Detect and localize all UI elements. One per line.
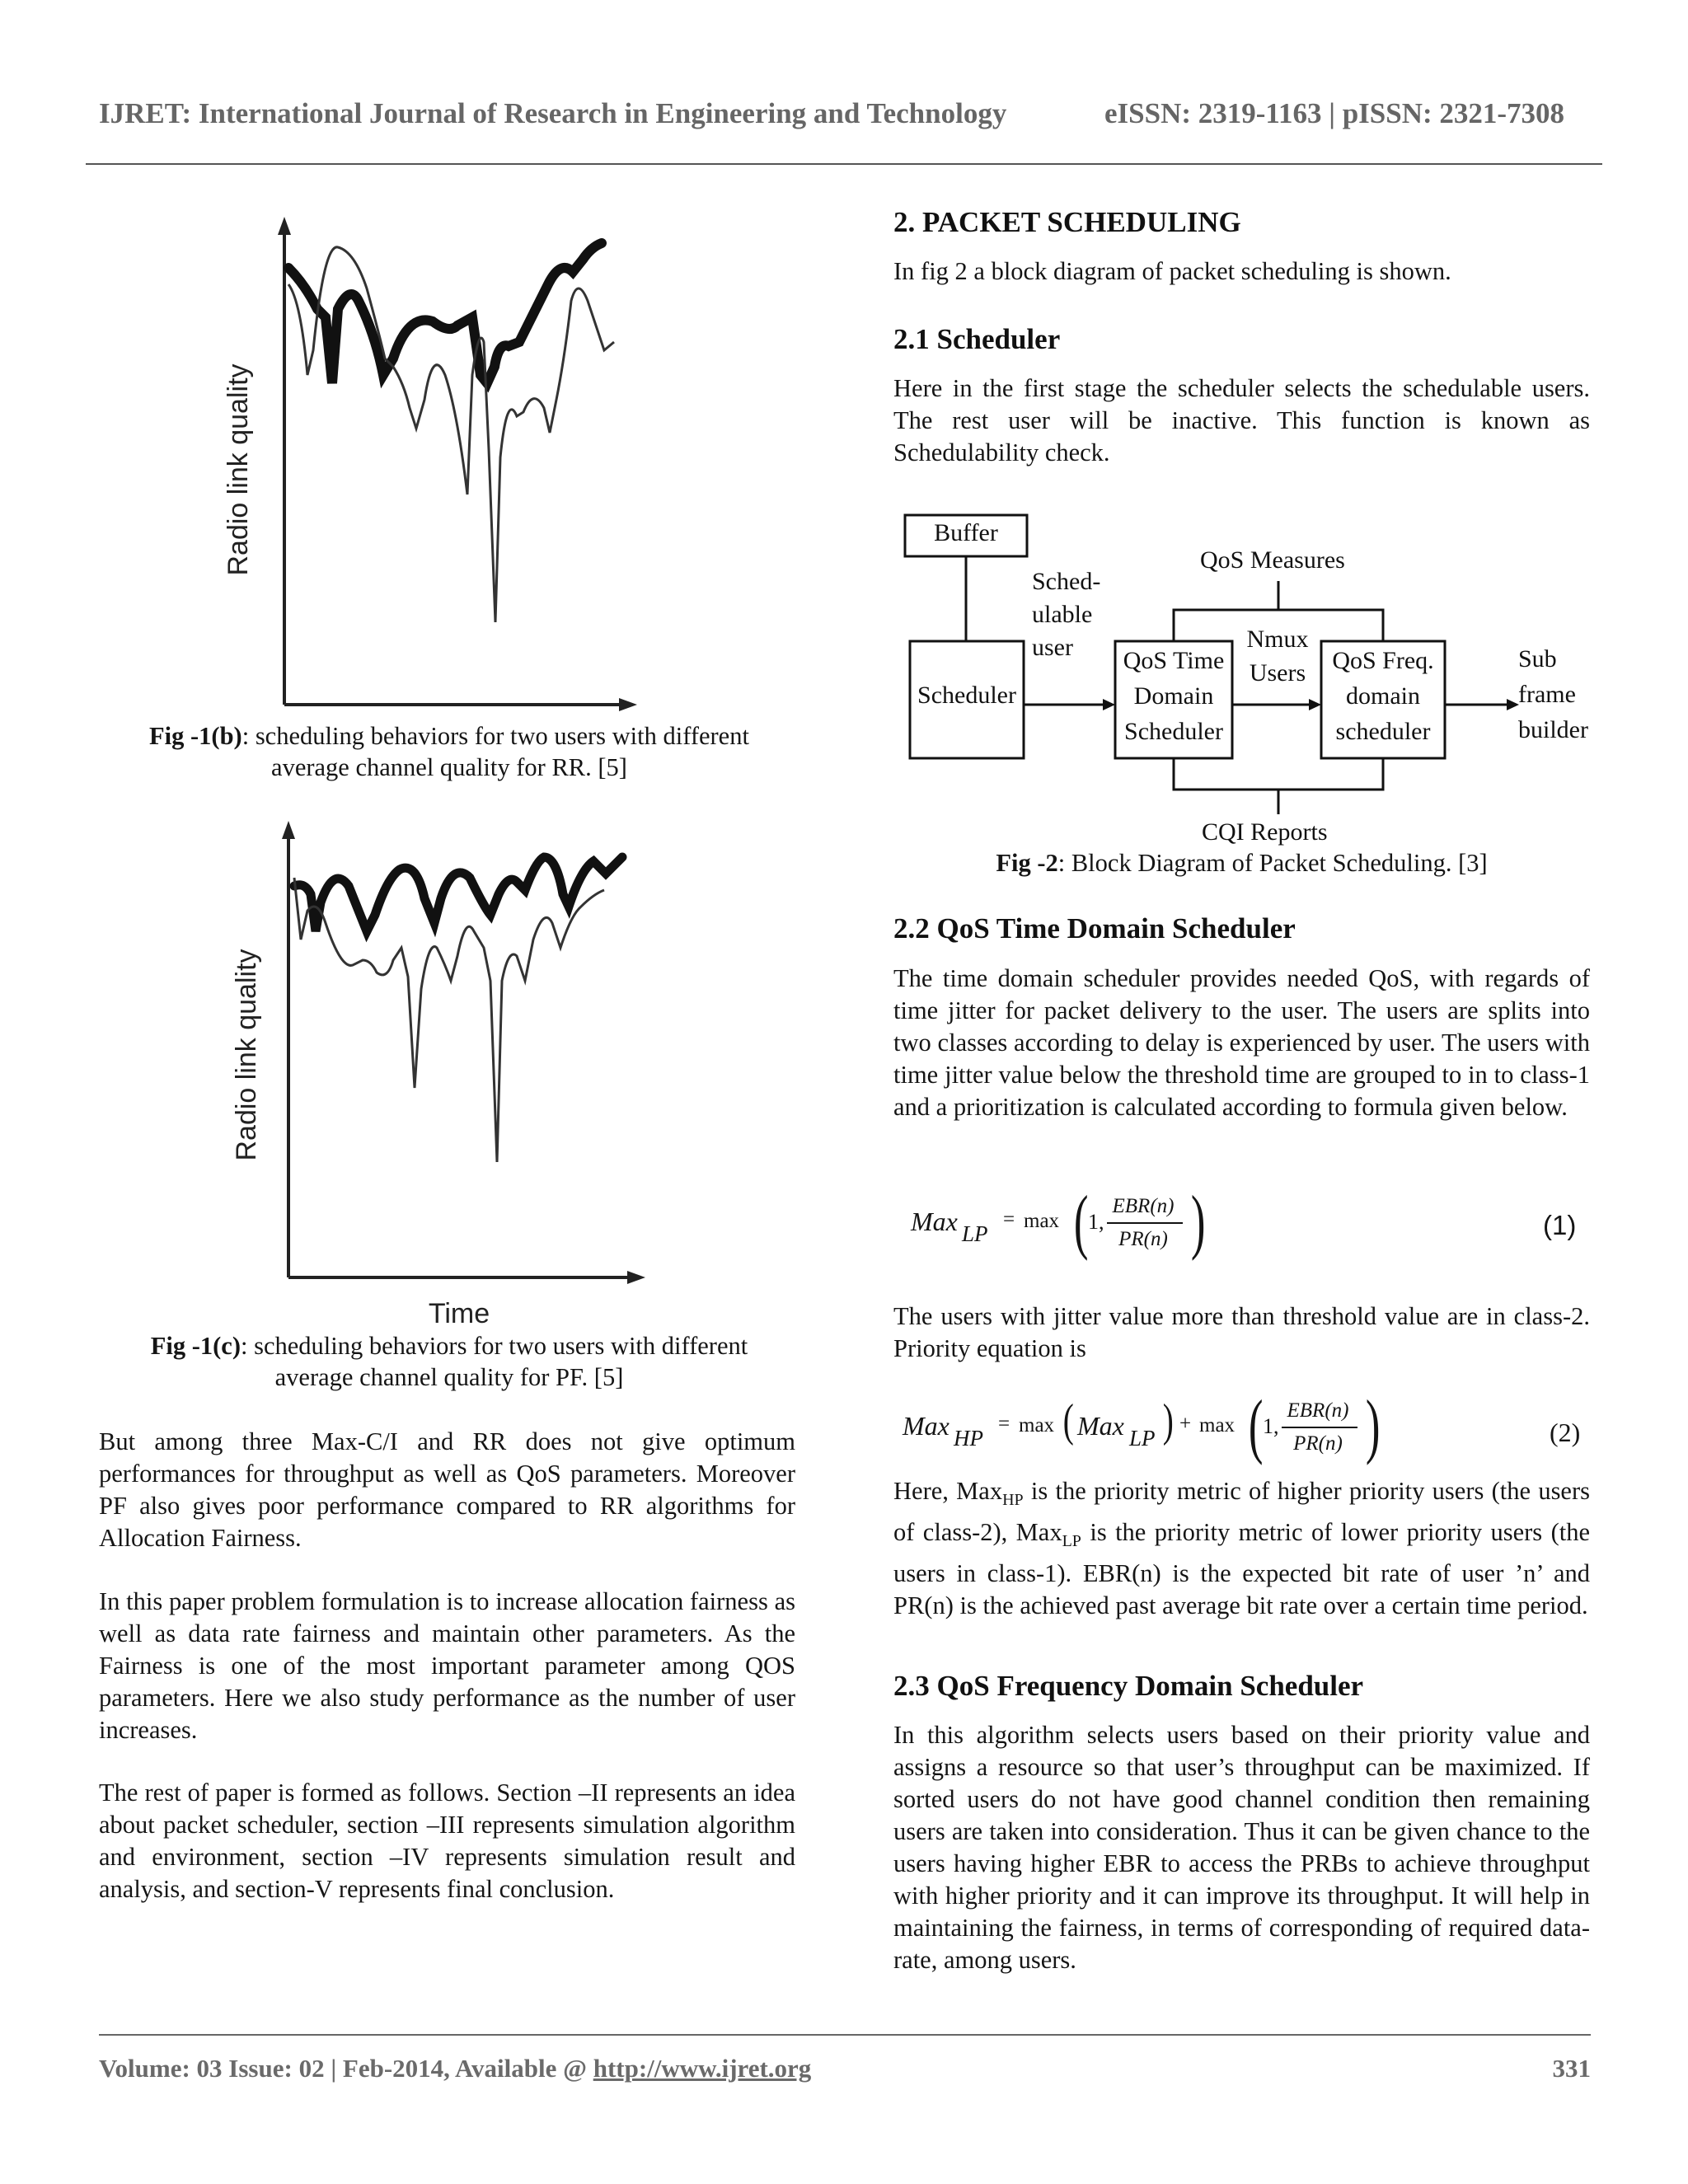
user1-curve	[294, 857, 622, 931]
eq2-denominator: PR(n)	[1293, 1432, 1343, 1455]
eq1-max-operator: max	[1024, 1210, 1060, 1232]
equation-1	[911, 1182, 1240, 1262]
user2-curve	[294, 878, 604, 1162]
eq2-max-operator: max	[1019, 1414, 1055, 1436]
section-2-3-text: In this algorithm selects users based on their priority value and assigns a resource so that user’s throughput can be maximized. If sorted users do not have good channel condition then remaining users are taken into consideration. Thus it can be given chance to the users having higher EBR to access the PRBs to achieve throughput with higher priority and it can improve its throughput. It will help in maintaining the fairness, in terms of corresponding of required data-rate, among users.	[893, 1721, 1590, 1974]
eq1-right-paren: )	[1190, 1182, 1206, 1262]
page-number: 331	[1552, 2054, 1591, 2083]
equation-2	[903, 1386, 1397, 1466]
caption-label: Fig -1(b)	[149, 722, 242, 750]
caption-text: : Block Diagram of Packet Scheduling. [3]	[1057, 849, 1488, 877]
caption-text: : scheduling behaviors for two users with different	[241, 722, 749, 750]
x-axis-label: Time	[428, 1298, 490, 1329]
y-axis-label: Radio link quality	[231, 949, 262, 1161]
page-footer	[99, 2054, 1591, 2083]
equation-1-number: (1)	[1543, 1210, 1577, 1240]
section-2-2-definitions: Here, Max$_{HP}$ is the priority metric of higher priority users (the users of class-2), Max$_{LP}$ is the priority metric of lower priority users (the users in class-1). EBR(n) is the expected bit rate of user ’n’ and PR(n) is the achieved past average bit rate over a certain time period.	[893, 1477, 1590, 1620]
caption-text-2: average channel quality for RR. [5]	[271, 753, 627, 781]
figure-2-caption	[893, 847, 1590, 879]
section-2-1-title: 2.1 Scheduler	[893, 323, 1061, 355]
section-2-2-text: The time domain scheduler provides needed QoS, with regards of time jitter for packet delivery to the user. The users are splits into two classes according to delay is experienced by user. The users with time jitter value below the threshold time are grouped to in to class-1 and a prioritization is calculated according to formula given below.	[893, 964, 1590, 1121]
equation-2-number: (2)	[1550, 1418, 1581, 1447]
eq1-numerator: EBR(n)	[1112, 1195, 1175, 1217]
eq2-max: Max	[903, 1411, 950, 1441]
arrow-head	[1103, 699, 1115, 710]
sub-frame-builder-label: Sub frame builder	[1518, 645, 1588, 743]
journal-header	[99, 97, 1591, 130]
footer-volume: Volume: 03 Issue: 02 | Feb-2014, Available @	[99, 2054, 593, 2083]
eq1-max: Max	[911, 1207, 958, 1236]
cqi-reports-label: CQI Reports	[1202, 818, 1328, 846]
section-2-title: 2. PACKET SCHEDULING	[893, 206, 1241, 238]
journal-issn: eISSN: 2319-1163 | pISSN: 2321-7308	[1104, 97, 1565, 129]
figure-1c-plot	[218, 816, 655, 1335]
eq2-numerator: EBR(n)	[1287, 1399, 1349, 1422]
eq1-fraction-bar	[1107, 1222, 1183, 1224]
header-rule	[86, 163, 1602, 165]
cqi-bracket	[1174, 758, 1383, 790]
caption-text-2: average channel quality for PF. [5]	[274, 1363, 624, 1391]
buffer-label: Buffer	[934, 519, 998, 546]
x-axis-arrow	[627, 1271, 645, 1284]
eq2-max-inner: Max	[1077, 1411, 1124, 1441]
eq2-right-paren: )	[1365, 1386, 1381, 1466]
section-2-intro: In fig 2 a block diagram of packet scheduling is shown.	[893, 257, 1451, 285]
eq2-paren-open: (	[1062, 1395, 1074, 1446]
section-2-1-text: Here in the first stage the scheduler selects the schedulable users. The rest user will be inactive. This function is known as Schedulability check.	[893, 374, 1590, 466]
section-2-2-title: 2.2 QoS Time Domain Scheduler	[893, 912, 1296, 944]
eq2-max-operator-2: max	[1199, 1414, 1236, 1436]
y-axis-arrow	[282, 821, 295, 839]
figure-1b-caption	[99, 720, 799, 783]
qos-freq-domain-label: QoS Freq. domain scheduler	[1332, 647, 1434, 745]
eq1-one: 1,	[1088, 1210, 1104, 1234]
eq2-one: 1,	[1263, 1414, 1279, 1438]
eq2-equals: =	[998, 1413, 1010, 1435]
figure-1c-caption	[99, 1330, 799, 1393]
section-2-3-title: 2.3 QoS Frequency Domain Scheduler	[893, 1670, 1364, 1702]
caption-text: : scheduling behaviors for two users with different	[241, 1332, 748, 1360]
arrow-head	[1507, 699, 1519, 710]
section-2-2-class2-text: The users with jitter value more than threshold value are in class-2. Priority equation is	[893, 1302, 1590, 1362]
footer-rule	[99, 2034, 1591, 2036]
figure-1b-plot	[210, 210, 647, 721]
y-axis-arrow	[278, 217, 291, 235]
journal-title: IJRET: International Journal of Research in Engineering and Technology	[99, 97, 1007, 129]
nmux-users-label: Nmux Users	[1246, 626, 1309, 687]
caption-label: Fig -1(c)	[150, 1332, 241, 1360]
caption-label: Fig -2	[996, 849, 1058, 877]
y-axis-label: Radio link quality	[223, 363, 254, 576]
paragraph-problem: In this paper problem formulation is to increase allocation fairness as well as data rate fairness and maintain other parameters. As the Fairness is one of the most important parameter among QOS parameters. Here we also study performance as the number of user increases.	[99, 1587, 795, 1744]
eq1-left-paren: (	[1073, 1182, 1089, 1262]
scheduler-label: Scheduler	[917, 682, 1016, 709]
footer-url-link[interactable]: http://www.ijret.org	[593, 2054, 812, 2083]
eq2-plus: +	[1179, 1413, 1192, 1435]
paragraph-organization: The rest of paper is formed as follows. Section –II represents an idea about packet scheduler, section –III represents simulation algorithm and environment, section –IV represents simulation result and analysis, and section-V represents final conclusion.	[99, 1779, 795, 1903]
qos-measures-label: QoS Measures	[1200, 546, 1345, 574]
eq2-fraction-bar	[1282, 1427, 1357, 1428]
qos-time-domain-label: QoS Time Domain Scheduler	[1123, 647, 1225, 745]
eq1-equals: =	[1003, 1208, 1015, 1230]
schedulable-user-label: Sched- ulable user	[1032, 568, 1101, 661]
paragraph-fairness: But among three Max-C/I and RR does not give optimum performances for throughput as well as QoS parameters. Moreover PF also gives poor performance compared to RR algorithms for Allocation Fairness.	[99, 1427, 795, 1552]
x-axis-arrow	[619, 698, 637, 711]
eq1-denominator: PR(n)	[1118, 1228, 1168, 1250]
eq1-lp-subscript: LP	[962, 1221, 988, 1246]
eq2-left-paren: (	[1248, 1386, 1264, 1466]
eq2-lp-subscript: LP	[1129, 1426, 1156, 1451]
eq2-paren-close: )	[1162, 1395, 1174, 1446]
user1-curve	[288, 243, 602, 383]
eq2-hp-subscript: HP	[954, 1426, 983, 1451]
arrow-head	[1309, 699, 1321, 710]
